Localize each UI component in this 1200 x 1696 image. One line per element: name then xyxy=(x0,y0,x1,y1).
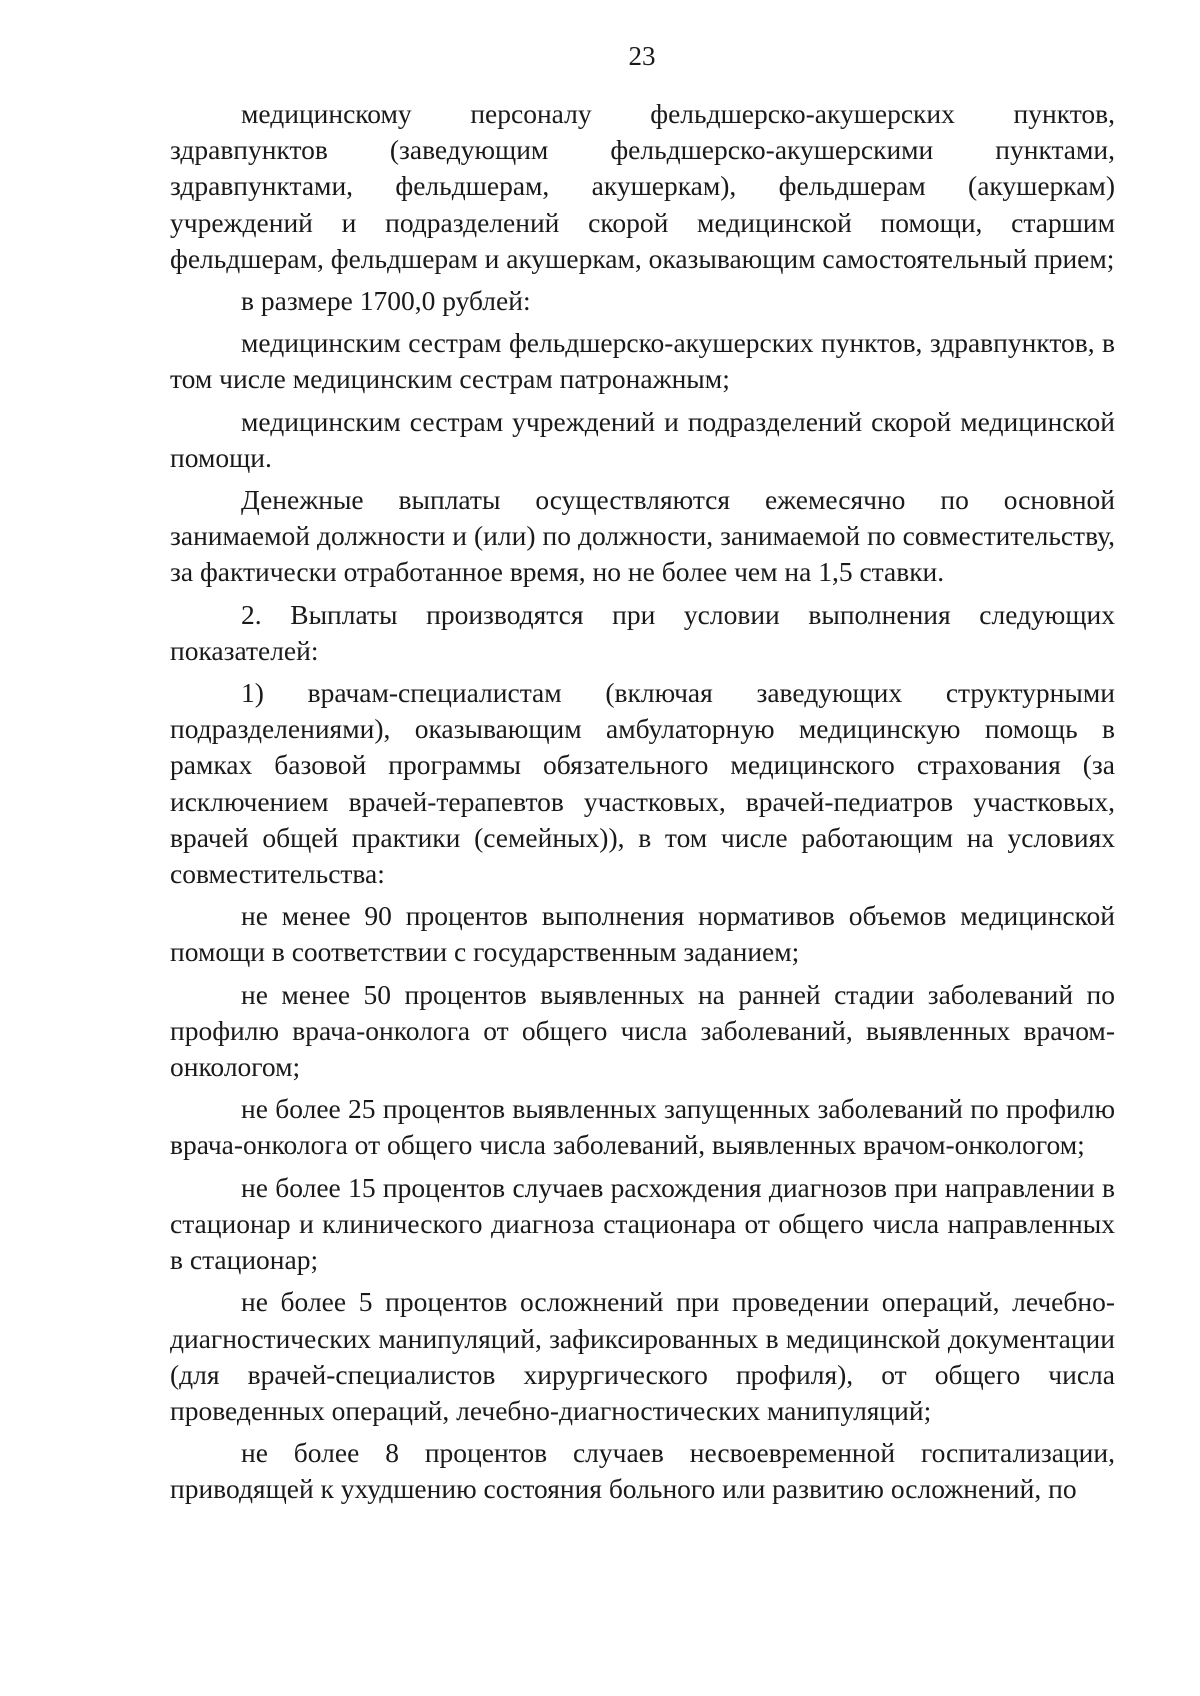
paragraph: медицинскому персоналу фельдшерско-акушерских пунктов, здравпунктов (заведующим фельдшерско-акушерскими пунктами, здравпунктами, фельдшерам, акушеркам), фельдшерам (акушеркам) учреждений и подразделений скорой медицинской помощи, старшим фельдшерам, фельдшерам и акушеркам, оказывающим самостоятельный прием; xyxy=(170,98,1115,274)
paragraph: не более 25 процентов выявленных запущенных заболеваний по профилю врача-онколога от общего числа заболеваний, выявленных врачом-онкологом; xyxy=(170,1093,1115,1161)
page-number: 23 xyxy=(628,41,656,71)
paragraph: Денежные выплаты осуществляются ежемесячно по основной занимаемой должности и (или) по должности, занимаемой по совместительству, за фактически отработанное время, но не более чем на 1,5 ставки. xyxy=(170,484,1115,588)
paragraph: медицинским сестрам учреждений и подразделений скорой медицинской помощи. xyxy=(170,405,1115,473)
paragraph: не менее 90 процентов выполнения нормативов объемов медицинской помощи в соответствии с государственным заданием; xyxy=(170,900,1115,968)
paragraph: 1) врачам-специалистам (включая заведующих структурными подразделениями), оказывающим амбулаторную медицинскую помощь в рамках базовой программы обязательного медицинского страхования (за исключением врачей-терапевтов участковых, врачей-педиатров участковых, врачей общей практики (семейных)), в том числе работающим на условиях совместительства: xyxy=(170,677,1115,890)
document-body xyxy=(170,96,1115,1508)
paragraph: в размере 1700,0 рублей: xyxy=(241,285,531,317)
paragraph: не более 15 процентов случаев расхождения диагнозов при направлении в стационар и клинического диагноза стационара от общего числа направленных в стационар; xyxy=(170,1171,1115,1276)
paragraph: не более 5 процентов осложнений при проведении операций, лечебно-диагностических манипуляций, зафиксированных в медицинской документации (для врачей-специалистов хирургического профиля), от общего числа проведенных операций, лечебно-диагностических манипуляций; xyxy=(170,1286,1115,1426)
paragraph: не более 8 процентов случаев несвоевременной госпитализации, приводящей к ухудшению состояния больного или развитию осложнений, по xyxy=(170,1437,1115,1505)
paragraph: 2. Выплаты производятся при условии выполнения следующих показателей: xyxy=(170,598,1115,666)
paragraph: медицинским сестрам фельдшерско-акушерских пунктов, здравпунктов, в том числе медицинским сестрам патронажным; xyxy=(170,327,1115,395)
paragraph: не менее 50 процентов выявлeнных на ранней стадии заболеваний по профилю врача-онколога от общего числа заболеваний, выявленных врачом-онкологом; xyxy=(170,978,1115,1083)
